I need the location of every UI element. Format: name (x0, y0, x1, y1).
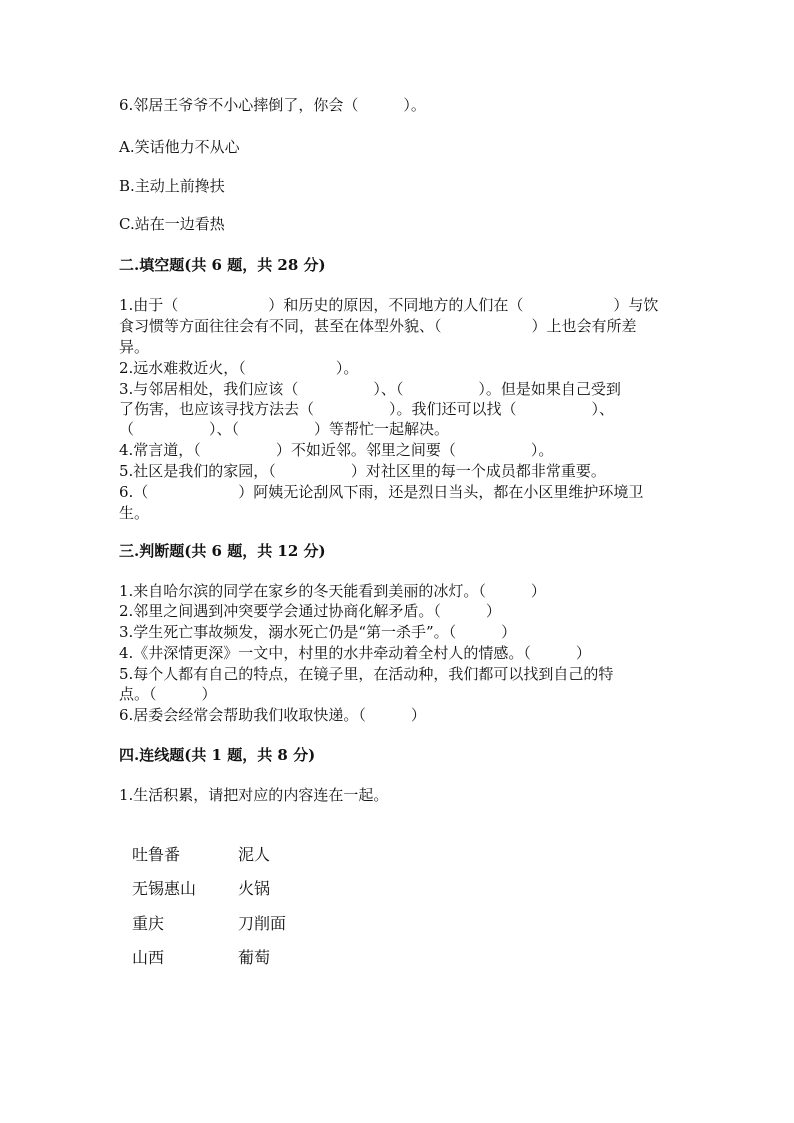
section-3-line: 3.学生死亡事故频发，溺水死亡仍是“第一杀手”。（ ） (119, 623, 517, 641)
section-2-line: 5.社区是我们的家园，（ ）对社区里的每一个成员都非常重要。 (119, 462, 606, 480)
section-2-line: 4.常言道，（ ）不如近邻。邻里之间要（ ）。 (119, 441, 554, 459)
q6-option-a: A.笑话他力不从心 (119, 138, 240, 156)
match-right-item: 葡萄 (238, 948, 271, 967)
section-3-line: 6.居委会经常会帮助我们收取快递。（ ） (119, 706, 426, 724)
match-right-item: 刀削面 (238, 914, 287, 933)
section-4-question: 1.生活积累，请把对应的内容连在一起。 (119, 786, 389, 804)
section-4-heading: 四.连线题(共 1 题，共 8 分) (119, 746, 316, 764)
section-3-line: 点。（ ） (119, 685, 217, 703)
section-2-line: 异。 (119, 338, 150, 356)
section-3-line: 2.邻里之间遇到冲突要学会通过协商化解矛盾。（ ） (119, 602, 501, 620)
match-left-item: 重庆 (132, 914, 165, 933)
section-2-line: （ ）、（ ）等帮忙一起解决。 (119, 420, 450, 438)
section-2-line: 6.（ ）阿姨无论刮风下雨，还是烈日当头，都在小区里维护环境卫 (119, 483, 644, 501)
match-right-item: 火锅 (238, 879, 271, 898)
q6-option-b: B.主动上前搀扶 (119, 177, 225, 195)
section-3-line: 1.来自哈尔滨的同学在家乡的冬天能看到美丽的冰灯。（ ） (119, 582, 546, 600)
match-left-item: 无锡惠山 (132, 879, 197, 898)
section-2-line: 1.由于（ ）和历史的原因，不同地方的人们在（ ）与饮 (119, 296, 659, 314)
match-left-item: 吐鲁番 (132, 845, 181, 864)
section-2-line: 食习惯等方面往往会有不同，甚至在体型外貌、（ ）上也会有所差 (119, 317, 637, 335)
match-left-item: 山西 (132, 948, 165, 967)
match-right-item: 泥人 (238, 845, 271, 864)
section-2-line: 了伤害，也应该寻找方法去（ ）。我们还可以找（ ）、 (119, 400, 615, 418)
section-2-line: 3.与邻居相处，我们应该（ ）、（ ）。但是如果自己受到 (119, 380, 621, 398)
section-2-line: 2.远水难救近火，（ ）。 (119, 359, 359, 377)
q6-stem: 6.邻居王爷爷不小心摔倒了，你会（ ）。 (119, 96, 426, 114)
section-2-heading: 二.填空题(共 6 题，共 28 分) (119, 256, 326, 274)
section-3-line: 5.每个人都有自己的特点，在镜子里，在活动种，我们都可以找到自己的特 (119, 665, 614, 683)
section-2-line: 生。 (119, 504, 150, 522)
q6-option-c: C.站在一边看热 (119, 215, 225, 233)
section-3-heading: 三.判断题(共 6 题，共 12 分) (119, 542, 326, 560)
section-3-line: 4.《井深情更深》一文中，村里的水井牵动着全村人的情感。（ ） (119, 644, 591, 662)
